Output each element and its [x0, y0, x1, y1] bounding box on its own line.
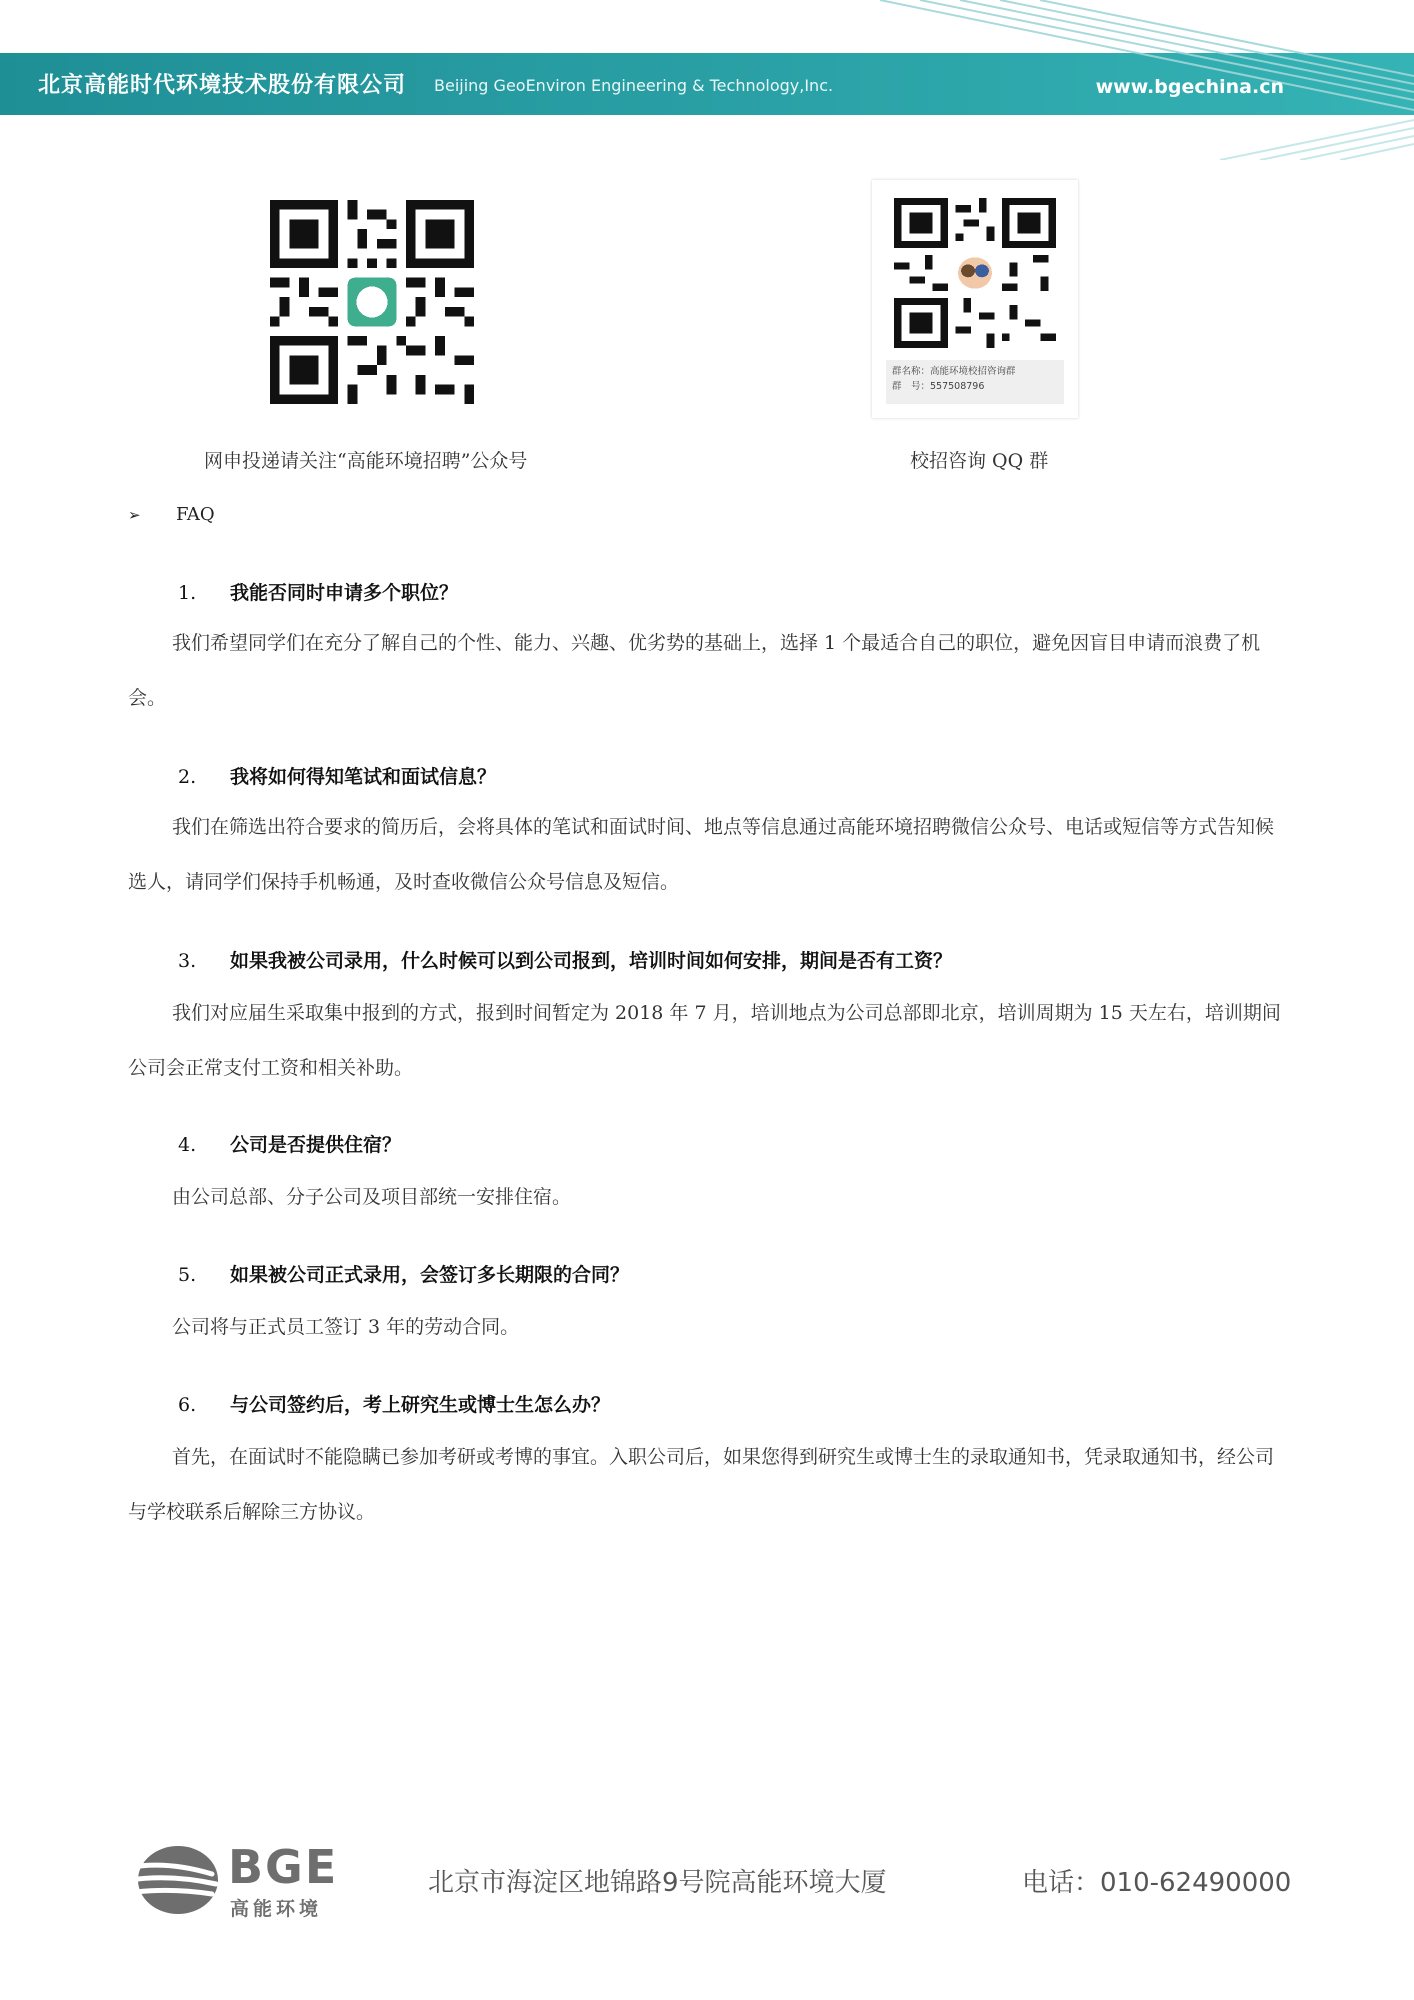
faq-question-text: 与公司签约后，考上研究生或博士生怎么办？ [230, 1394, 611, 1416]
qq-group-qr-code-icon [894, 198, 1056, 348]
faq-question [178, 1130, 401, 1157]
faq-heading [128, 504, 215, 525]
faq-question-text: 如果我被公司录用，什么时候可以到公司报到，培训时间如何安排，期间是否有工资？ [230, 950, 953, 972]
faq-question [178, 578, 458, 605]
faq-question [178, 946, 952, 973]
faq-question-text: 公司是否提供住宿？ [230, 1134, 402, 1156]
faq-question [178, 762, 496, 789]
bge-logo-icon [126, 1840, 222, 1922]
faq-heading-text: FAQ [176, 504, 215, 525]
footer-logo-cn: 高能环境 [230, 1898, 323, 1920]
company-name-en: Beijing GeoEnviron Engineering & Technology,Inc. [434, 76, 834, 95]
faq-number: 2. [178, 766, 197, 788]
qq-group-number: 群 号：557508796 [892, 381, 985, 392]
faq-number: 3. [178, 950, 197, 972]
faq-question-text: 我能否同时申请多个职位？ [230, 582, 459, 604]
faq-number: 1. [178, 582, 197, 604]
qq-group-info [886, 360, 1064, 404]
qq-group-card [872, 180, 1078, 418]
faq-question-text: 如果被公司正式录用，会签订多长期限的合同？ [230, 1264, 630, 1286]
faq-question-text: 我将如何得知笔试和面试信息？ [230, 766, 497, 788]
wechat-qr-caption: 网申投递请关注“高能环境招聘”公众号 [204, 450, 528, 472]
qq-group-name: 群名称：高能环境校招咨询群 [892, 366, 1016, 377]
faq-answer: 由公司总部、分子公司及项目部统一安排住宿。 [172, 1186, 572, 1208]
arrow-bullet-icon: ➢ [128, 506, 141, 524]
faq-answer: 我们希望同学们在充分了解自己的个性、能力、兴趣、优劣势的基础上，选择 1 个最适合自己的职位，避免因盲目申请而浪费了机会。 [128, 632, 1261, 709]
faq-answer: 我们在筛选出符合要求的简历后，会将具体的笔试和面试时间、地点等信息通过高能环境招聘微信公众号、电话或短信等方式告知候选人，请同学们保持手机畅通，及时查收微信公众号信息及短信。 [128, 816, 1275, 893]
faq-answer: 我们对应届生采取集中报到的方式，报到时间暂定为 2018 年 7 月，培训地点为公司总部即北京，培训周期为 15 天左右，培训期间公司会正常支付工资和相关补助。 [128, 1002, 1281, 1079]
footer-address: 北京市海淀区地锦路9号院高能环境大厦 [428, 1868, 887, 1898]
faq-number: 4. [178, 1134, 197, 1156]
faq-question [178, 1390, 610, 1417]
wechat-qr-code-icon [270, 200, 474, 404]
footer-logo-text: BGE [228, 1840, 339, 1894]
faq-answer: 首先，在面试时不能隐瞒已参加考研或考博的事宜。入职公司后，如果您得到研究生或博士生的录取通知书，凭录取通知书，经公司与学校联系后解除三方协议。 [128, 1446, 1275, 1523]
faq-question [178, 1260, 629, 1287]
company-name-cn: 北京高能时代环境技术股份有限公司 [38, 73, 407, 98]
company-website: www.bgechina.cn [1095, 76, 1284, 98]
qq-group-caption: 校招咨询 QQ 群 [910, 450, 1049, 472]
faq-number: 6. [178, 1394, 197, 1416]
footer-phone: 电话：010-62490000 [1022, 1868, 1292, 1898]
faq-answer: 公司将与正式员工签订 3 年的劳动合同。 [172, 1316, 520, 1338]
faq-number: 5. [178, 1264, 197, 1286]
